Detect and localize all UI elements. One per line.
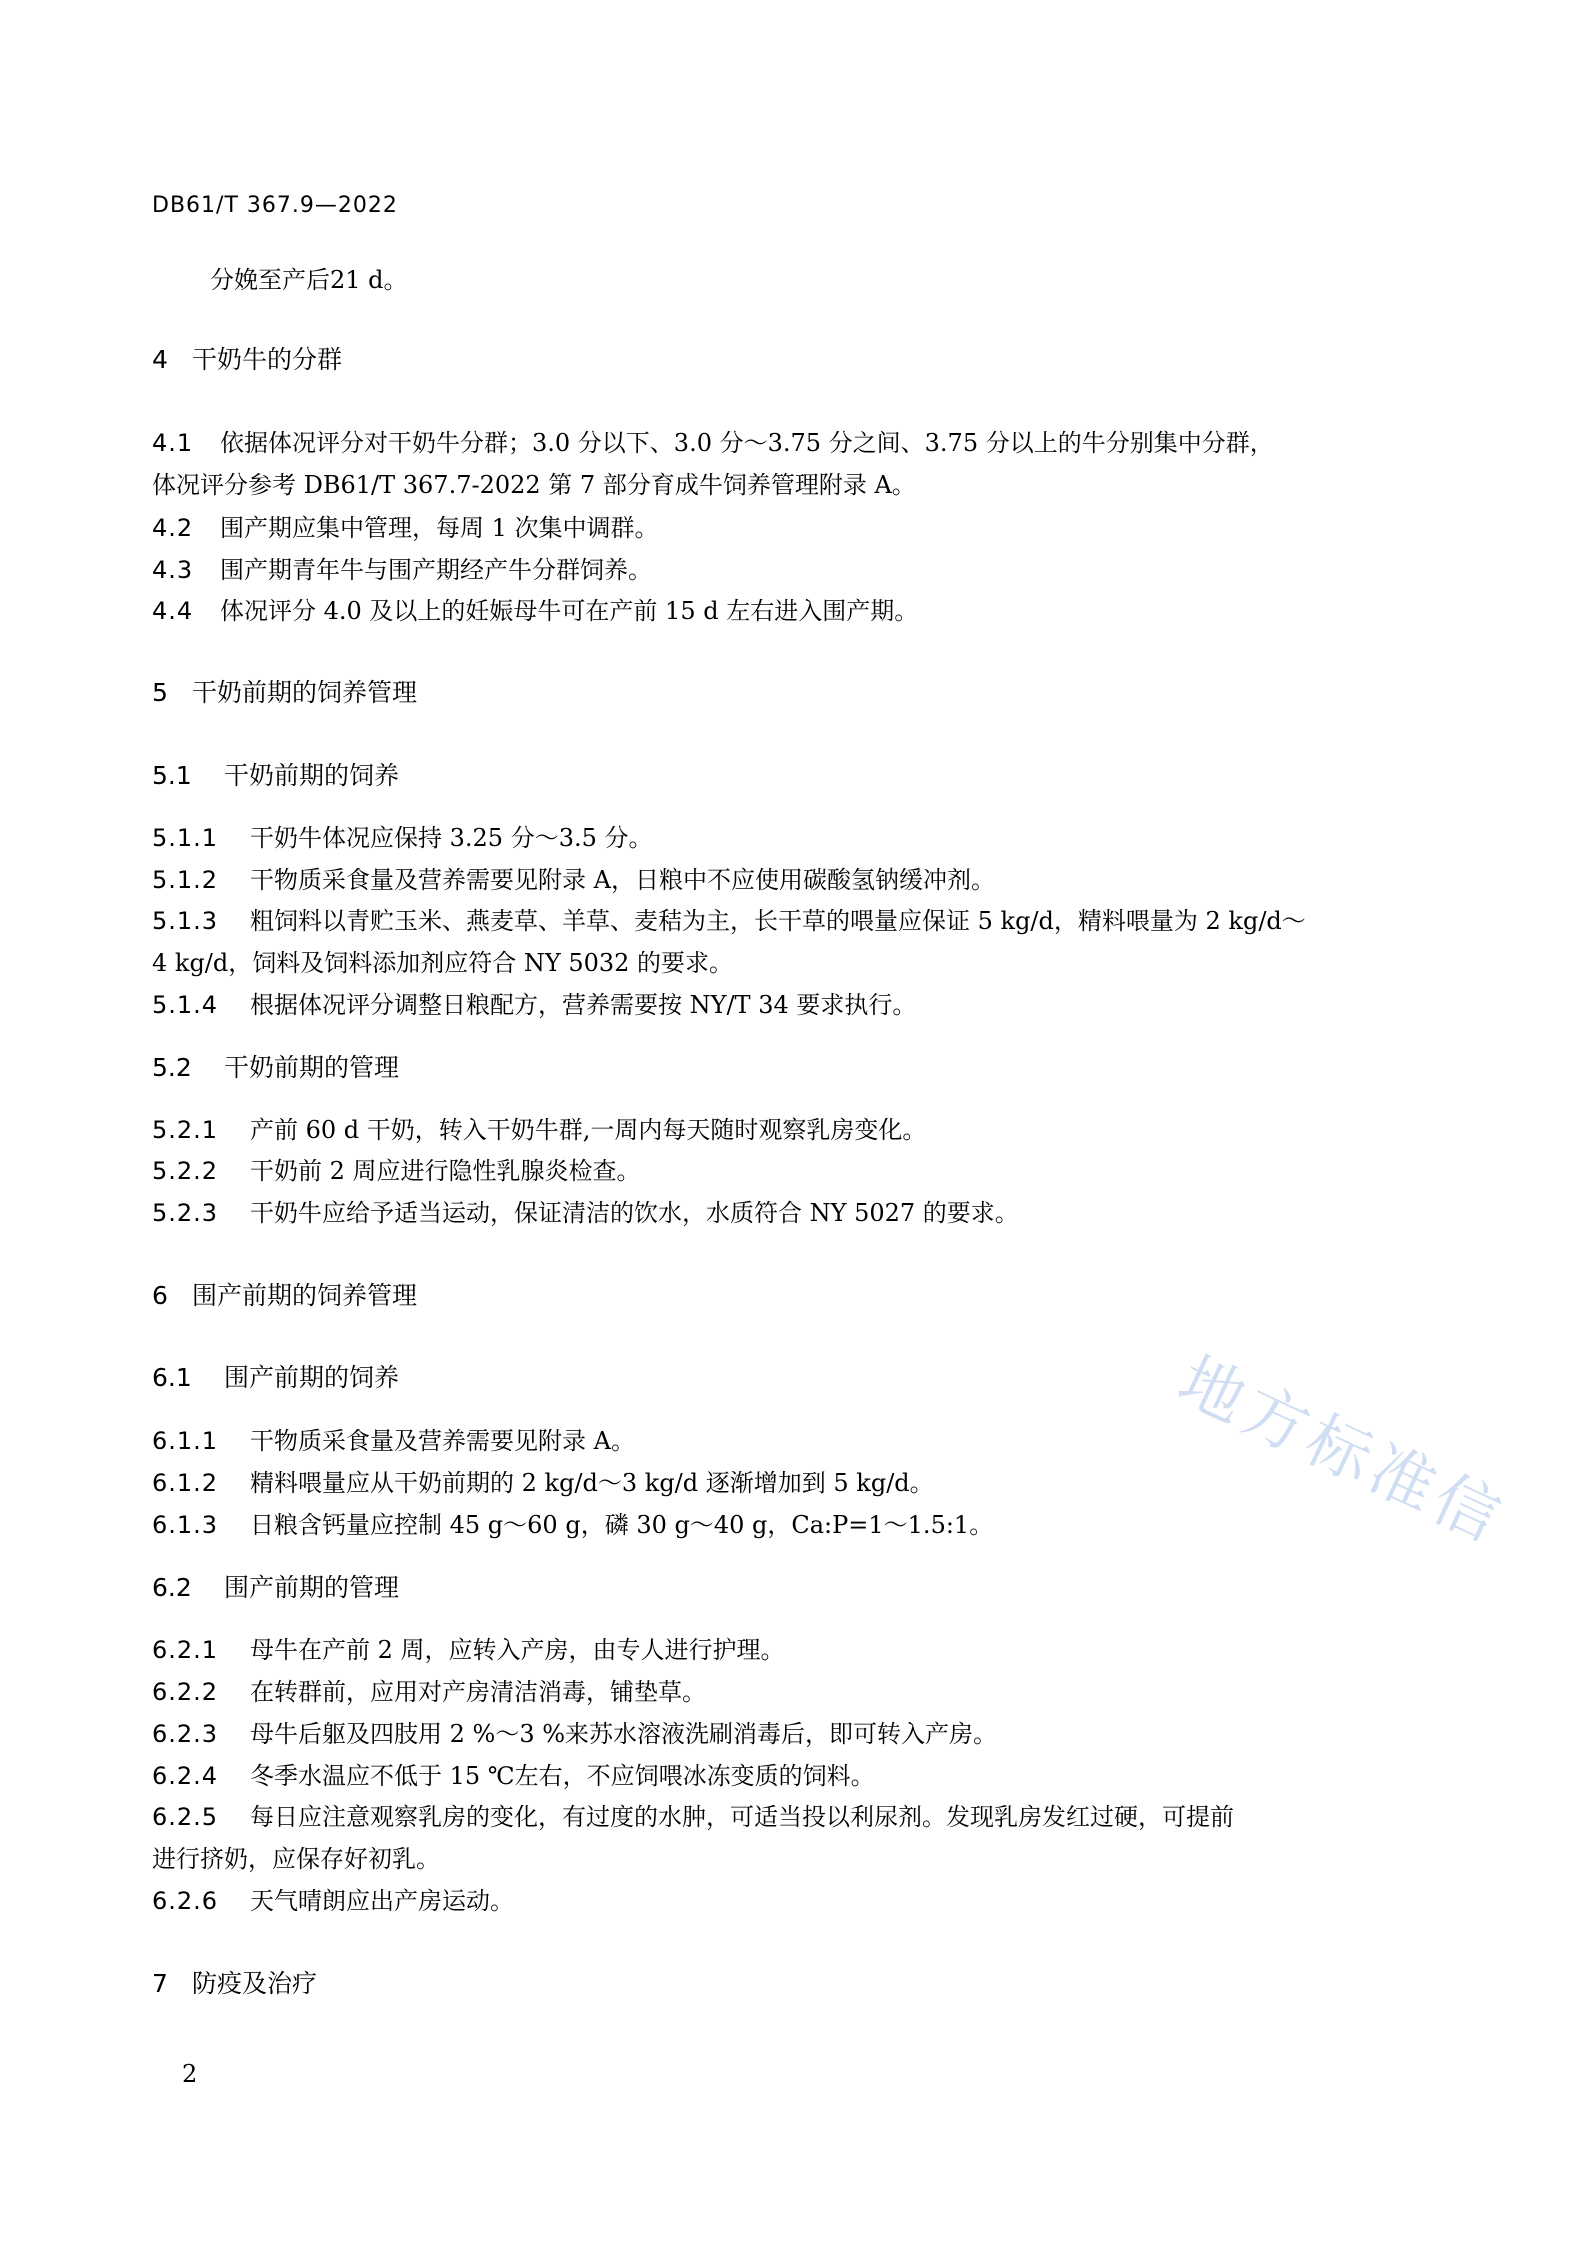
clause-text: 干物质采食量及营养需要见附录 A，日粮中不应使用碳酸氢钠缓冲剂。 bbox=[250, 866, 995, 894]
clause-number: 5.1.4 bbox=[152, 991, 219, 1019]
clause-5-1-3 bbox=[152, 903, 1407, 939]
clause-4-1 bbox=[152, 425, 1407, 461]
clause-text: 围产期青年牛与围产期经产牛分群饲养。 bbox=[220, 556, 652, 584]
subsection-number: 6.2 bbox=[152, 1573, 192, 1602]
clause-number: 6.2.1 bbox=[152, 1636, 219, 1664]
clause-text: 干奶前 2 周应进行隐性乳腺炎检查。 bbox=[250, 1157, 641, 1185]
clause-number: 6.2.2 bbox=[152, 1678, 219, 1706]
subsection-5-2-heading bbox=[152, 1050, 1407, 1086]
clause-text: 精料喂量应从干奶前期的 2 kg/d～3 kg/d 逐渐增加到 5 kg/d。 bbox=[250, 1469, 934, 1497]
section-5-heading bbox=[152, 675, 1407, 711]
subsection-6-2-heading bbox=[152, 1570, 1407, 1606]
section-title: 防疫及治疗 bbox=[192, 1969, 318, 1998]
clause-number: 5.2.1 bbox=[152, 1116, 219, 1144]
clause-number: 6.2.6 bbox=[152, 1887, 219, 1915]
clause-6-2-5 bbox=[152, 1799, 1407, 1835]
clause-number: 5.1.1 bbox=[152, 824, 219, 852]
clause-6-1-3 bbox=[152, 1507, 1407, 1543]
subsection-number: 5.1 bbox=[152, 761, 192, 790]
subsection-title: 干奶前期的管理 bbox=[224, 1053, 400, 1082]
clause-number: 6.1.1 bbox=[152, 1427, 219, 1455]
clause-number: 4.4 bbox=[152, 597, 194, 625]
clause-number: 5.2.2 bbox=[152, 1157, 219, 1185]
clause-text: 母牛在产前 2 周，应转入产房，由专人进行护理。 bbox=[250, 1636, 785, 1664]
section-number: 5 bbox=[152, 678, 168, 707]
subsection-title: 干奶前期的饲养 bbox=[224, 761, 400, 790]
clause-6-2-5-continued: 进行挤奶，应保存好初乳。 bbox=[152, 1845, 440, 1873]
clause-text: 粗饲料以青贮玉米、燕麦草、羊草、麦秸为主，长干草的喂量应保证 5 kg/d，精料喂量为 2 kg/d～ bbox=[250, 907, 1306, 935]
clause-4-1-continued: 体况评分参考 DB61/T 367.7-2022 第 7 部分育成牛饲养管理附录 A。 bbox=[152, 471, 916, 499]
clause-number: 4.1 bbox=[152, 429, 194, 457]
clause-text: 依据体况评分对干奶牛分群；3.0 分以下、3.0 分～3.75 分之间、3.75 分以上的牛分别集中分群， bbox=[220, 429, 1274, 457]
clause-text: 干奶牛体况应保持 3.25 分～3.5 分。 bbox=[250, 824, 653, 852]
clause-text: 根据体况评分调整日粮配方，营养需要按 NY/T 34 要求执行。 bbox=[250, 991, 917, 1019]
clause-5-2-3 bbox=[152, 1195, 1407, 1231]
clause-number: 4.2 bbox=[152, 514, 194, 542]
clause-6-2-4 bbox=[152, 1758, 1407, 1794]
subsection-title: 围产前期的管理 bbox=[224, 1573, 400, 1602]
clause-6-1-2 bbox=[152, 1465, 1407, 1501]
section-number: 6 bbox=[152, 1281, 168, 1310]
clause-6-2-6 bbox=[152, 1883, 1407, 1919]
clause-5-1-1 bbox=[152, 820, 1407, 856]
clause-5-1-3-continued: 4 kg/d，饲料及饲料添加剂应符合 NY 5032 的要求。 bbox=[152, 949, 734, 977]
clause-text: 在转群前，应用对产房清洁消毒，铺垫草。 bbox=[250, 1678, 706, 1706]
clause-text: 母牛后躯及四肢用 2 %～3 %来苏水溶液洗刷消毒后，即可转入产房。 bbox=[250, 1720, 998, 1748]
clause-6-2-2 bbox=[152, 1674, 1407, 1710]
clause-number: 5.2.3 bbox=[152, 1199, 219, 1227]
intro-line: 分娩至产后21 d。 bbox=[210, 266, 408, 294]
clause-6-2-3 bbox=[152, 1716, 1407, 1752]
section-number: 4 bbox=[152, 345, 168, 374]
clause-text: 干奶牛应给予适当运动，保证清洁的饮水，水质符合 NY 5027 的要求。 bbox=[250, 1199, 1019, 1227]
section-6-heading bbox=[152, 1278, 1407, 1314]
clause-number: 5.1.2 bbox=[152, 866, 219, 894]
subsection-number: 6.1 bbox=[152, 1363, 192, 1392]
clause-number: 5.1.3 bbox=[152, 907, 219, 935]
clause-text: 产前 60 d 干奶，转入干奶牛群,一周内每天随时观察乳房变化。 bbox=[250, 1116, 927, 1144]
clause-5-1-4 bbox=[152, 987, 1407, 1023]
clause-number: 6.2.4 bbox=[152, 1762, 219, 1790]
clause-text: 干物质采食量及营养需要见附录 A。 bbox=[250, 1427, 635, 1455]
subsection-number: 5.2 bbox=[152, 1053, 192, 1082]
clause-text: 冬季水温应不低于 15 ℃左右，不应饲喂冰冻变质的饲料。 bbox=[250, 1762, 875, 1790]
clause-number: 6.2.3 bbox=[152, 1720, 219, 1748]
clause-text: 体况评分 4.0 及以上的妊娠母牛可在产前 15 d 左右进入围产期。 bbox=[220, 597, 919, 625]
clause-text: 日粮含钙量应控制 45 g～60 g，磷 30 g～40 g，Ca:P=1～1.5:1。 bbox=[250, 1511, 994, 1539]
clause-number: 6.1.2 bbox=[152, 1469, 219, 1497]
section-4-heading bbox=[152, 342, 1407, 378]
clause-number: 4.3 bbox=[152, 556, 194, 584]
section-title: 干奶前期的饲养管理 bbox=[192, 678, 418, 707]
clause-text: 每日应注意观察乳房的变化，有过度的水肿，可适当投以利尿剂。发现乳房发红过硬，可提前 bbox=[250, 1803, 1234, 1831]
clause-text: 围产期应集中管理，每周 1 次集中调群。 bbox=[220, 514, 659, 542]
section-number: 7 bbox=[152, 1969, 168, 1998]
subsection-title: 围产前期的饲养 bbox=[224, 1363, 400, 1392]
clause-text: 天气晴朗应出产房运动。 bbox=[250, 1887, 514, 1915]
clause-5-1-2 bbox=[152, 862, 1407, 898]
clause-5-2-2 bbox=[152, 1153, 1407, 1189]
clause-4-3 bbox=[152, 552, 1407, 588]
clause-number: 6.2.5 bbox=[152, 1803, 219, 1831]
section-title: 干奶牛的分群 bbox=[192, 345, 343, 374]
clause-4-4 bbox=[152, 593, 1407, 629]
document-id: DB61/T 367.9—2022 bbox=[152, 193, 398, 218]
section-7-heading bbox=[152, 1966, 1407, 2002]
clause-4-2 bbox=[152, 510, 1407, 546]
clause-number: 6.1.3 bbox=[152, 1511, 219, 1539]
subsection-5-1-heading bbox=[152, 758, 1407, 794]
clause-5-2-1 bbox=[152, 1112, 1407, 1148]
watermark: 地方标准信 bbox=[1167, 1343, 1516, 1559]
clause-6-2-1 bbox=[152, 1632, 1407, 1668]
section-title: 围产前期的饲养管理 bbox=[192, 1281, 418, 1310]
page-number: 2 bbox=[182, 2060, 198, 2088]
